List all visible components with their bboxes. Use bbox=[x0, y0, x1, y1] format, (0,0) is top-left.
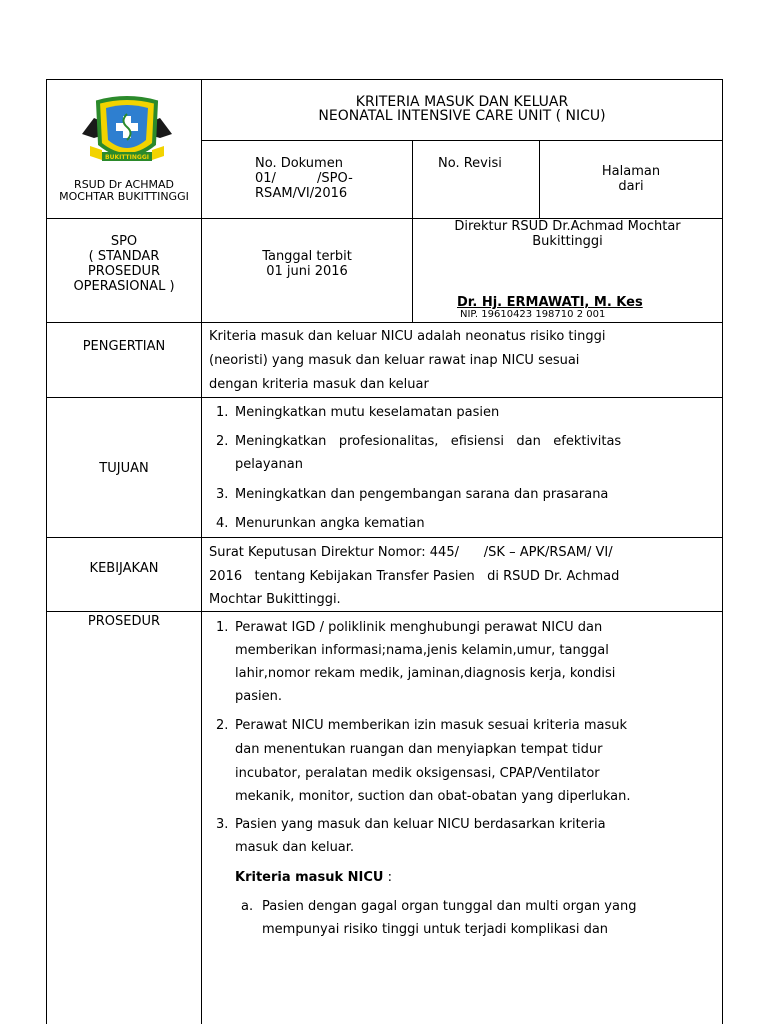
prosedur-label: PROSEDUR bbox=[87, 614, 161, 629]
hospital-logo bbox=[80, 94, 174, 170]
director-title-line1: Direktur RSUD Dr.Achmad Mochtar bbox=[454, 219, 681, 234]
tujuan-item-number: 4. bbox=[216, 516, 229, 531]
kriteria-masuk-heading-text: Kriteria masuk NICU bbox=[235, 870, 384, 885]
tujuan-item-text: Meningkatkan profesionalitas, efisiensi dan efektivitas bbox=[235, 434, 622, 449]
no-dokumen-part3: RSAM/VI/2016 bbox=[255, 186, 348, 201]
row-divider-spo bbox=[46, 322, 723, 323]
director-nip: NIP. 19610423 198710 2 001 bbox=[460, 309, 606, 320]
kriteria-sub-item-line: Pasien dengan gagal organ tunggal dan multi organ yang bbox=[262, 899, 637, 914]
tujuan-item-number: 3. bbox=[216, 487, 229, 502]
tujuan-label: TUJUAN bbox=[99, 461, 149, 476]
prosedur-item-line: dan menentukan ruangan dan menyiapkan tempat tidur bbox=[235, 742, 603, 757]
pengertian-label: PENGERTIAN bbox=[82, 339, 166, 354]
prosedur-item-line: Pasien yang masuk dan keluar NICU berdasarkan kriteria bbox=[235, 817, 606, 832]
prosedur-item-line: Perawat NICU memberikan izin masuk sesuai kriteria masuk bbox=[235, 718, 627, 733]
prosedur-item-number: 2. bbox=[216, 718, 229, 733]
document-title-line1: KRITERIA MASUK DAN KELUAR bbox=[355, 94, 569, 110]
tujuan-item-text: Menurunkan angka kematian bbox=[235, 516, 425, 531]
pengertian-text-line1: Kriteria masuk dan keluar NICU adalah neonatus risiko tinggi bbox=[209, 329, 606, 344]
kriteria-sub-item-number: a. bbox=[241, 899, 254, 914]
pengertian-text-line2: (neoristi) yang masuk dan keluar rawat inap NICU sesuai bbox=[209, 353, 580, 368]
prosedur-item-line: lahir,nomor rekam medik, jaminan,diagnosis kerja, kondisi bbox=[235, 666, 616, 681]
tanggal-terbit-label: Tanggal terbit bbox=[262, 249, 352, 264]
kebijakan-text-line1: Surat Keputusan Direktur Nomor: 445/ /SK – APK/RSAM/ VI/ bbox=[209, 545, 613, 560]
halaman-label: Halaman bbox=[601, 164, 661, 179]
prosedur-item-line: mekanik, monitor, suction dan obat-obatan yang diperlukan. bbox=[235, 789, 631, 804]
spo-line4: OPERASIONAL ) bbox=[73, 279, 175, 294]
prosedur-item-line: masuk dan keluar. bbox=[235, 840, 355, 855]
prosedur-item-line: Perawat IGD / poliklinik menghubungi perawat NICU dan bbox=[235, 620, 603, 635]
prosedur-item-line: incubator, peralatan medik oksigensasi, CPAP/Ventilator bbox=[235, 766, 600, 781]
no-dokumen-part2: /SPO- bbox=[317, 171, 353, 186]
tanggal-terbit-value: 01 juni 2016 bbox=[266, 264, 348, 279]
logo-band-text: BUKITTINGGI bbox=[105, 154, 149, 161]
halaman-dari: dari bbox=[618, 179, 644, 194]
tujuan-item-number: 1. bbox=[216, 405, 229, 420]
table-border-left bbox=[46, 79, 47, 1024]
kebijakan-text-line3: Mochtar Bukittinggi. bbox=[209, 592, 341, 607]
prosedur-item-line: pasien. bbox=[235, 689, 282, 704]
tujuan-item-text: Meningkatkan mutu keselamatan pasien bbox=[235, 405, 500, 420]
row-divider-pengertian bbox=[46, 397, 723, 398]
kebijakan-text-line2: 2016 tentang Kebijakan Transfer Pasien di RSUD Dr. Achmad bbox=[209, 569, 620, 584]
kriteria-masuk-heading-colon: : bbox=[383, 870, 392, 885]
row-divider-tujuan bbox=[46, 537, 723, 538]
spo-line1: SPO bbox=[110, 234, 138, 249]
kriteria-sub-item-line: mempunyai risiko tinggi untuk terjadi komplikasi dan bbox=[262, 922, 609, 937]
table-border-right bbox=[722, 79, 723, 1024]
tujuan-item-text: Meningkatkan dan pengembangan sarana dan prasarana bbox=[235, 487, 609, 502]
org-name-line1: RSUD Dr ACHMAD bbox=[74, 178, 174, 191]
prosedur-item-number: 1. bbox=[216, 620, 229, 635]
no-revisi-label: No. Revisi bbox=[438, 156, 502, 171]
kriteria-masuk-heading bbox=[235, 870, 392, 885]
table-border-top bbox=[46, 79, 723, 80]
no-dokumen-part1: 01/ bbox=[255, 171, 276, 186]
row-divider-kebijakan bbox=[46, 611, 723, 612]
spo-line2: ( STANDAR bbox=[88, 249, 160, 264]
row-divider-title bbox=[201, 140, 723, 141]
spo-line3: PROSEDUR bbox=[87, 264, 161, 279]
kebijakan-label: KEBIJAKAN bbox=[89, 561, 159, 576]
prosedur-item-line: memberikan informasi;nama,jenis kelamin,umur, tanggal bbox=[235, 643, 609, 658]
no-dokumen-label: No. Dokumen bbox=[255, 156, 343, 171]
director-title-line2: Bukittinggi bbox=[532, 234, 603, 249]
tujuan-item-number: 2. bbox=[216, 434, 229, 449]
director-name: Dr. Hj. ERMAWATI, M. Kes bbox=[457, 295, 643, 310]
shield-logo-icon bbox=[80, 94, 174, 170]
pengertian-text-line3: dengan kriteria masuk dan keluar bbox=[209, 377, 429, 392]
tujuan-item-text-cont: pelayanan bbox=[235, 457, 303, 472]
org-name-line2: MOCHTAR BUKITTINGGI bbox=[59, 190, 189, 203]
prosedur-item-number: 3. bbox=[216, 817, 229, 832]
column-divider-label bbox=[201, 79, 202, 1024]
document-title-line2: NEONATAL INTENSIVE CARE UNIT ( NICU) bbox=[318, 108, 606, 124]
